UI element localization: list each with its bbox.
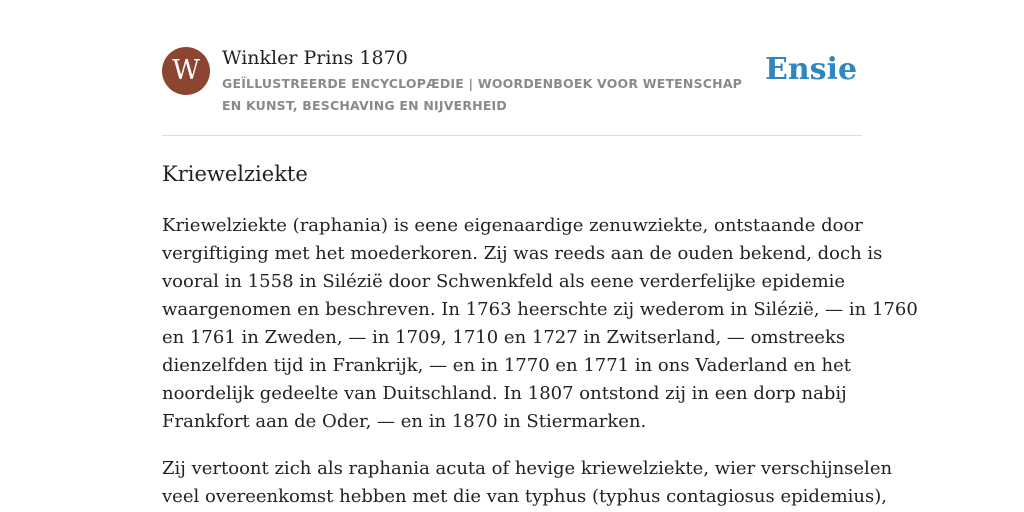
paragraph-line: vooral in 1558 in Silézië door Schwenkfeld als eene verderfelijke epidemie [162,271,846,292]
source-header [162,46,862,116]
source-title[interactable]: Winkler Prins 1870 [222,47,408,69]
paragraph-line: Kriewelziekte (raphania) is eene eigenaardige zenuwziekte, ontstaande door [162,215,863,236]
paragraph-line: en 1761 in Zweden, — in 1709, 1710 en 1727 in Zwitserland, — omstreeks [162,327,846,348]
entry-paragraph [162,455,893,511]
paragraph-line: vergiftiging met het moederkoren. Zij was reeds aan de ouden bekend, doch is [162,243,883,264]
entry-title: Kriewelziekte [162,162,308,186]
paragraph-line: Zij vertoont zich als raphania acuta of hevige kriewelziekte, wier verschijnselen [162,458,893,479]
paragraph-line: dienzelfden tijd in Frankrijk, — en in 1770 en 1771 in ons Vaderland en het [162,355,851,376]
paragraph-line: veel overeenkomst hebben met die van typhus (typhus contagiosus epidemius), [162,486,887,507]
paragraph-line: Frankfort aan de Oder, — en in 1870 in Stiermarken. [162,411,647,432]
paragraph-line: noordelijk gedeelte van Duitschland. In 1807 ontstond zij in een dorp nabij [162,383,847,404]
paragraph-line: waargenomen en beschreven. In 1763 heerschte zij wederom in Silézië, — in 1760 [162,299,918,320]
header-divider [162,135,862,136]
source-avatar[interactable]: W [162,47,210,95]
source-subtitle: GEÏLLUSTREERDE ENCYCLOPÆDIE | WOORDENBOEK VOOR WETENSCHAP EN KUNST, BESCHAVING EN NIJVERHEID [222,76,743,113]
ensie-logo[interactable]: Ensie [765,52,858,87]
entry-paragraph [162,212,918,436]
